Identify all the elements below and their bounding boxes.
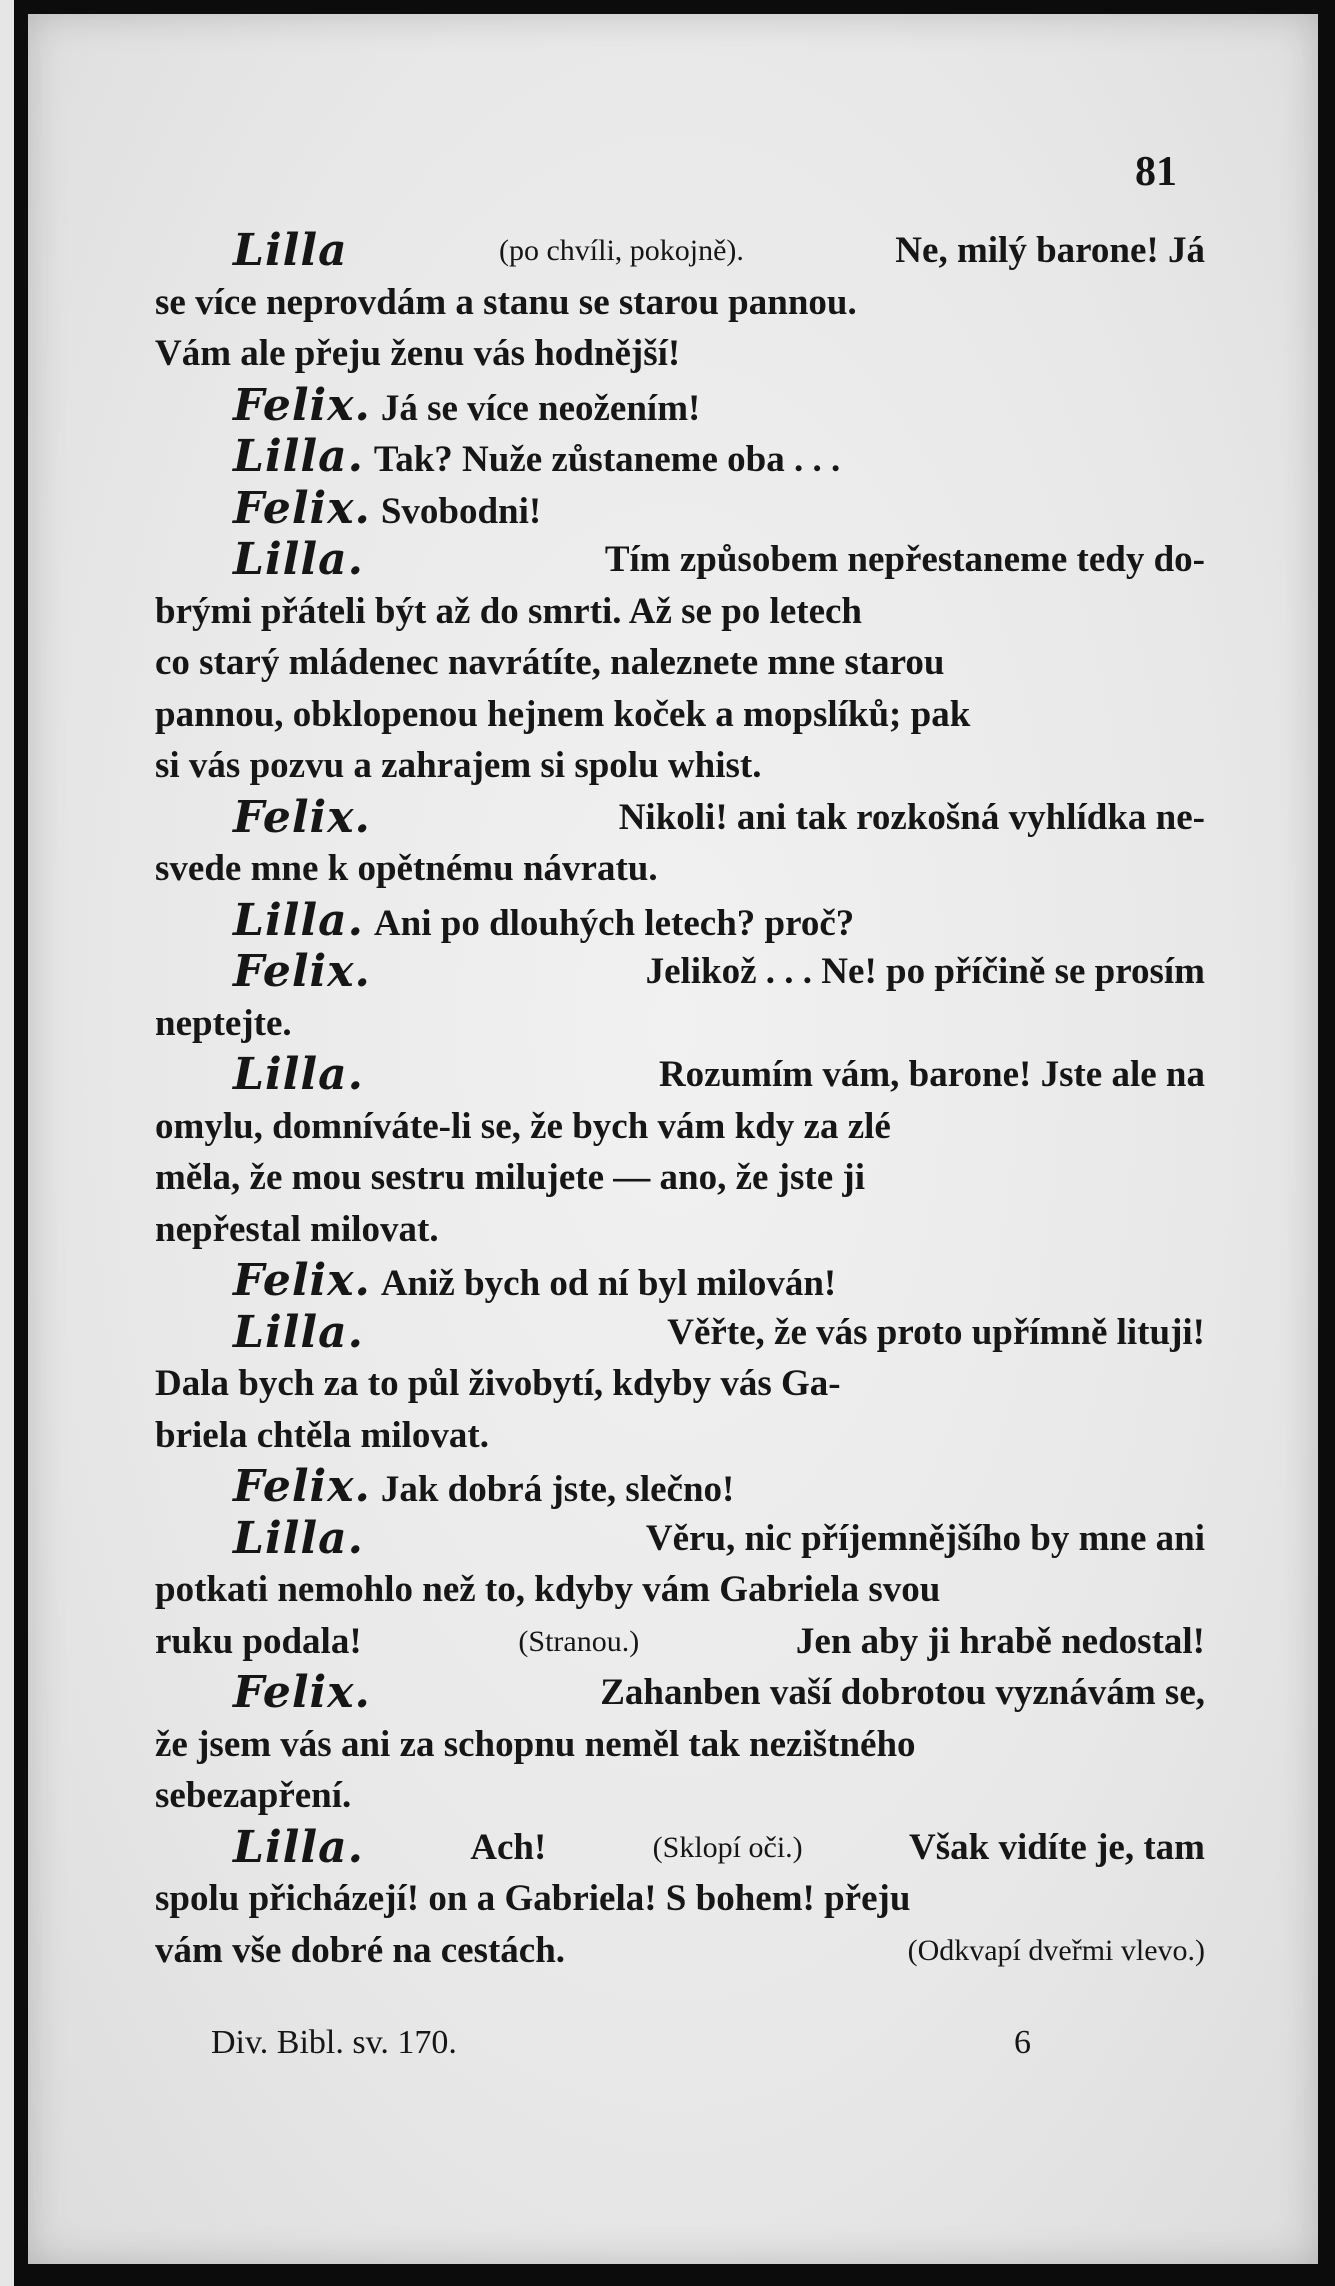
stage-direction: (Odkvapí dveřmi vlevo.) (907, 1933, 1205, 1967)
text-line (155, 586, 1205, 638)
line-text: pannou, obklopenou hejnem koček a mopslíků; pak (155, 693, 971, 735)
sheet-number: 6 (1014, 2024, 1031, 2061)
text-line (155, 1204, 1205, 1256)
line-text: Věru, nic příjemnějšího by mne ani (645, 1517, 1205, 1559)
line-text: Vám ale přeju ženu vás hodnější! (155, 333, 681, 374)
line-text: neptejte. (155, 1002, 292, 1044)
line-text: ruku podala! (155, 1620, 362, 1662)
speaker-line (155, 946, 1205, 998)
line-text: Věřte, že vás proto upřímně lituji! (667, 1311, 1205, 1353)
line-text: Svobodni! (380, 490, 542, 532)
speaker-line (155, 225, 1205, 277)
line-text: Ne, milý barone! Já (895, 230, 1205, 271)
line-text: Tak? Nuže zůstaneme oba . . . (373, 439, 841, 480)
text-line (155, 740, 1205, 792)
line-text: Já se více neožením! (380, 387, 701, 429)
speaker-name: Lilla. (233, 1821, 364, 1873)
line-text: sebezapření. (155, 1775, 352, 1816)
line-text: Tím způsobem nepřestaneme tedy do- (604, 539, 1205, 580)
speaker-line (155, 1307, 1205, 1359)
text-line (155, 637, 1205, 689)
line-text: že jsem vás ani za schopnu neměl tak nezištného (155, 1723, 916, 1765)
stage-direction: (po chvíli, pokojně). (498, 234, 744, 267)
line-text: omylu, domníváte-li se, že bych vám kdy za zlé (155, 1105, 891, 1147)
line-text: Dala bych za to půl živobytí, kdyby vás Ga- (155, 1363, 841, 1404)
text-line (155, 689, 1205, 741)
text-line (155, 1925, 1205, 1977)
line-text: Zahanben vaší dobrotou vyznávám se, (600, 1672, 1205, 1713)
speaker-name: Lilla. (233, 431, 364, 482)
stage-direction: (Stranou.) (518, 1624, 640, 1658)
text-line (155, 998, 1205, 1050)
line-text: Rozumím vám, barone! Jste ale na (658, 1054, 1205, 1095)
speaker-name: Lilla. (233, 1512, 364, 1564)
text-line (155, 277, 1205, 329)
line-text: Jak dobrá jste, slečno! (380, 1469, 735, 1510)
line-text: Jelikož . . . Ne! po příčině se prosím (645, 951, 1205, 992)
speaker-line (155, 1822, 1205, 1874)
speaker-line (155, 1049, 1205, 1101)
speaker-name: Lilla (233, 225, 348, 276)
speaker-line (155, 1255, 1205, 1307)
text-line (155, 1873, 1205, 1925)
page-number: 81 (1135, 149, 1177, 195)
speaker-name: Felix. (233, 791, 371, 843)
stage-direction: (Sklopí oči.) (652, 1830, 803, 1864)
speaker-line (155, 792, 1205, 844)
line-text: vám vše dobré na cestách. (155, 1929, 566, 1971)
line-text: Aniž bych od ní byl milován! (380, 1263, 837, 1304)
text-line (155, 1564, 1205, 1616)
line-text: spolu přicházejí! on a Gabriela! S bohem! přeju (155, 1878, 911, 1919)
text-line (155, 1719, 1205, 1771)
speaker-line (155, 534, 1205, 586)
line-text: měla, že mou sestru milujete — ano, že jste ji (155, 1157, 865, 1198)
speaker-name: Lilla. (233, 894, 364, 946)
line-text: svede mne k opětnému návratu. (155, 848, 658, 889)
speaker-line (155, 431, 1205, 483)
line-text: co starý mládenec navrátíte, naleznete mne starou (155, 642, 945, 683)
speaker-line (155, 1461, 1205, 1513)
speaker-name: Felix. (233, 379, 371, 431)
speaker-name: Felix. (233, 1667, 371, 1718)
line-text: Ani po dlouhých letech? proč? (373, 902, 855, 944)
speaker-name: Felix. (233, 1255, 371, 1306)
line-text: nepřestal milovat. (155, 1208, 439, 1250)
speaker-line (155, 483, 1205, 535)
line-text: Nikoli! ani tak rozkošná vyhlídka ne- (618, 796, 1205, 838)
printer-signature-line (211, 2024, 1031, 2062)
text-line (155, 1770, 1205, 1822)
line-text: brými přáteli být až do smrti. Až se po letech (155, 590, 862, 632)
line-text: potkati nemohlo než to, kdyby vám Gabriela svou (155, 1569, 941, 1610)
speaker-name: Felix. (233, 1461, 371, 1512)
text-line (155, 1152, 1205, 1204)
printer-signature: Div. Bibl. sv. 170. (211, 2024, 457, 2061)
line-text: se více neprovdám a stanu se starou pannou. (155, 281, 857, 323)
speaker-line (155, 1513, 1205, 1565)
text-line (155, 1616, 1205, 1668)
text-line (155, 1358, 1205, 1410)
speaker-name: Lilla. (233, 1049, 364, 1100)
text-line (155, 1410, 1205, 1462)
speaker-name: Felix. (233, 946, 371, 997)
line-text-after: Však vidíte je, tam (909, 1826, 1205, 1868)
dialogue-text-block (155, 225, 1205, 1976)
line-text: Ach! (470, 1826, 547, 1868)
speaker-name: Lilla. (233, 534, 364, 585)
speaker-name: Lilla. (233, 1306, 364, 1358)
adjacent-page-edge (0, 0, 14, 2286)
speaker-name: Felix. (233, 482, 371, 534)
line-text: briela chtěla milovat. (155, 1414, 489, 1456)
speaker-line (155, 1667, 1205, 1719)
speaker-line (155, 895, 1205, 947)
text-line (155, 843, 1205, 895)
text-line (155, 328, 1205, 380)
text-line (155, 1101, 1205, 1153)
line-text: si vás pozvu a zahrajem si spolu whist. (155, 745, 762, 786)
line-text-after: Jen aby ji hrabě nedostal! (795, 1620, 1205, 1662)
speaker-line (155, 380, 1205, 432)
